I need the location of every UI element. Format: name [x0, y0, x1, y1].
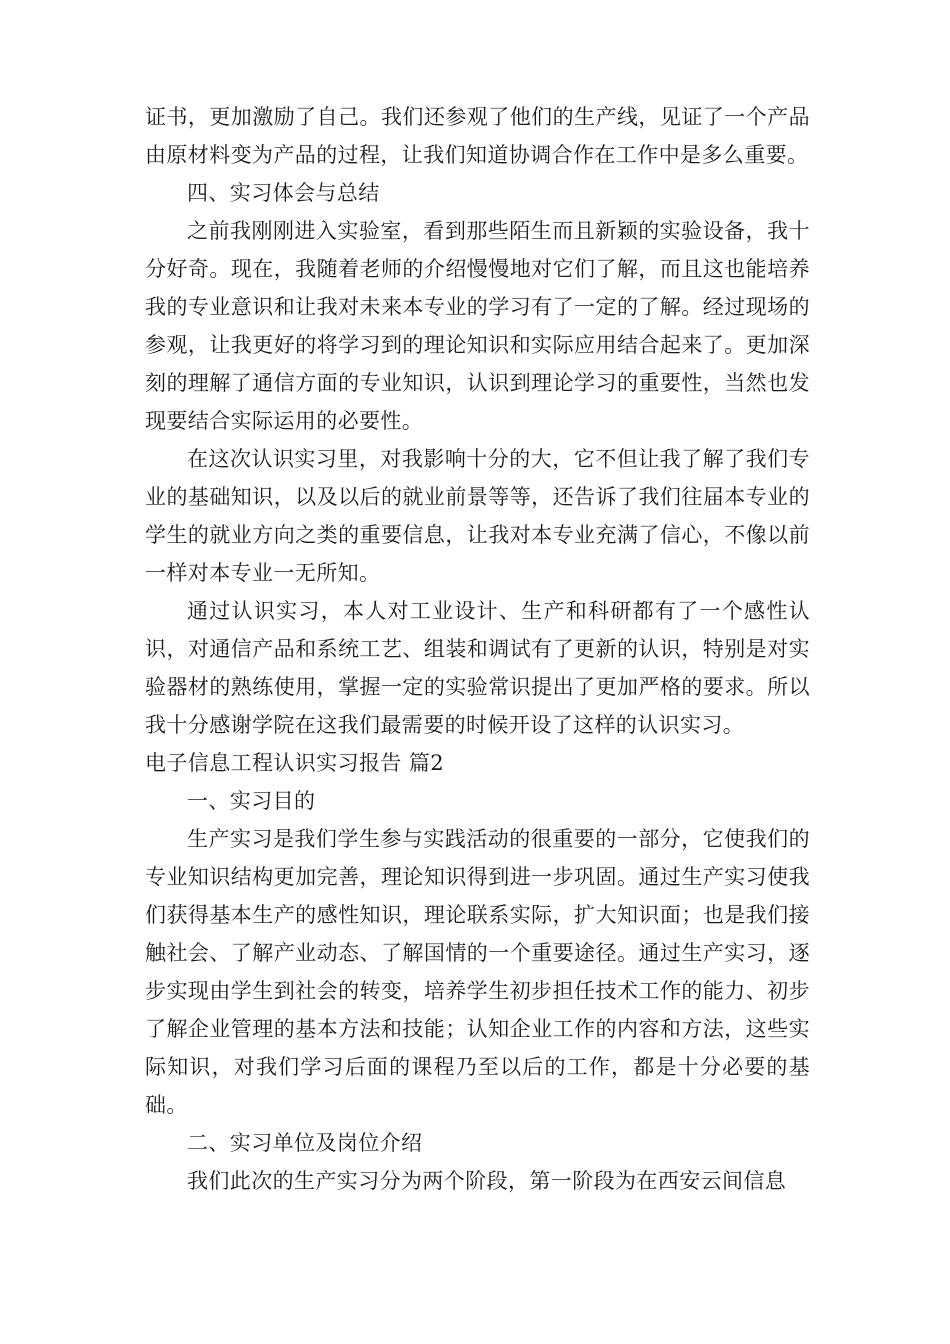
section-heading-summary: 四、实习体会与总结: [187, 181, 380, 205]
section-heading-unit: 二、实习单位及岗位介绍: [187, 1131, 423, 1155]
paragraph-summary-1: 之前我刚刚进入实验室，看到那些陌生而且新颖的实验设备，我十分好奇。现在，我随着老师的介绍慢慢地对它们了解，而且这也能培养我的专业意识和让我对未来本专业的学习有了一定的了解。经过现场的参观，让我更好的将学习到的理论知识和实际应用结合起来了。更加深刻的理解了通信方面的专业知识，认识到理论学习的重要性，当然也发现要结合实际运用的必要性。: [145, 219, 810, 433]
paragraph-unit: 我们此次的生产实习分为两个阶段，第一阶段为在西安云间信息: [187, 1169, 787, 1193]
paragraph-summary-2: 在这次认识实习里，对我影响十分的大，它不但让我了解了我们专业的基础知识，以及以后的就业前景等等，还告诉了我们往届本专业的学生的就业方向之类的重要信息，让我对本专业充满了信心，不像以前一样对本专业一无所知。: [145, 447, 810, 585]
document-page: [145, 98, 810, 1200]
section-heading-goal: 一、实习目的: [187, 789, 316, 813]
paragraph-continuation: 证书，更加激励了自己。我们还参观了他们的生产线，见证了一个产品由原材料变为产品的过程，让我们知道协调合作在工作中是多么重要。: [145, 105, 810, 167]
paragraph-goal: 生产实习是我们学生参与实践活动的很重要的一部分，它使我们的专业知识结构更加完善，理论知识得到进一步巩固。通过生产实习使我们获得基本生产的感性知识，理论联系实际，扩大知识面；也是我们接触社会、了解产业动态、了解国情的一个重要途径。通过生产实习，逐步实现由学生到社会的转变，培养学生初步担任技术工作的能力、初步了解企业管理的基本方法和技能；认知企业工作的内容和方法，这些实际知识，对我们学习后面的课程乃至以后的工作，都是十分必要的基础。: [145, 827, 810, 1117]
report-title-part2: 电子信息工程认识实习报告 篇2: [145, 751, 445, 775]
paragraph-summary-3: 通过认识实习，本人对工业设计、生产和科研都有了一个感性认识，对通信产品和系统工艺、组装和调试有了更新的认识，特别是对实验器材的熟练使用，掌握一定的实验常识提出了更加严格的要求。所以我十分感谢学院在这我们最需要的时候开设了这样的认识实习。: [145, 599, 810, 737]
